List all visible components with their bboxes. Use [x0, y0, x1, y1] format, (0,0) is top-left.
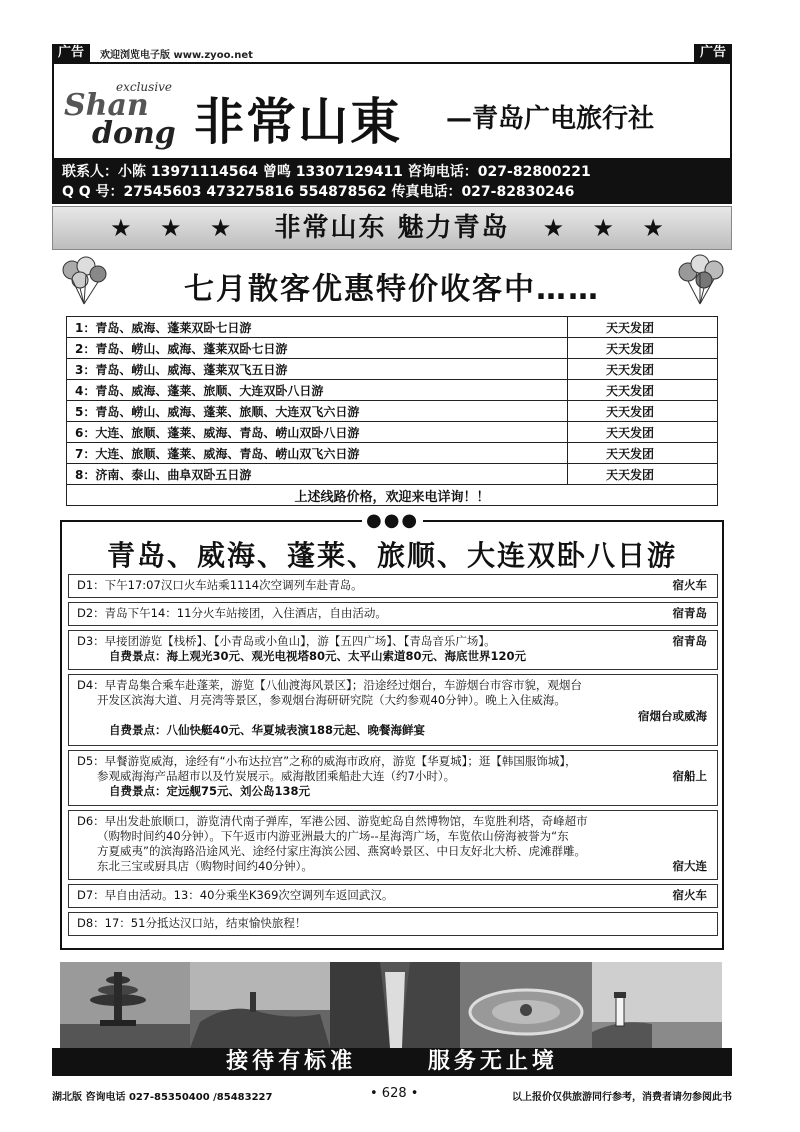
- contact-row-phones: 联系人：小陈 13971114564 曾鸣 13307129411 咨询电话：027-82800221: [62, 164, 591, 180]
- table-row: [67, 401, 718, 422]
- day-label: D7：: [77, 888, 105, 902]
- page-number: • 628 •: [370, 1086, 419, 1101]
- table-row: [67, 359, 718, 380]
- day-optional-sights: 自费景点：海上观光30元、观光电视塔80元、太平山索道80元、海底世界120元: [109, 649, 527, 663]
- tour-title: 青岛、威海、蓬莱、旅顺、大连双卧八日游: [106, 539, 677, 572]
- day-stay: 宿火车: [672, 888, 707, 902]
- table-row: [67, 443, 718, 464]
- itinerary-day-7: [68, 884, 718, 908]
- route-name: 6：大连、旅顺、蓬莱、威海、青岛、崂山双卧八日游: [67, 422, 568, 443]
- promo-title: 七月散客优惠特价收客中……: [184, 272, 600, 307]
- day-optional-sights: 自费景点：八仙快艇40元、华夏城表演188元起、晚餐海鲜宴: [109, 723, 426, 737]
- logo-shan: Shan: [64, 88, 149, 123]
- day-text: 下午17:07汉口火车站乘1114次空调列车赴青岛。: [104, 578, 363, 592]
- route-name: 8：济南、泰山、曲阜双卧五日游: [67, 464, 568, 485]
- day-text: 参观威海海产品超市以及竹炭展示。威海散团乘船赴大连（约7小时）。: [97, 769, 456, 783]
- route-name: 1：青岛、威海、蓬莱双卧七日游: [67, 317, 568, 338]
- table-row: [67, 317, 718, 338]
- star-icons-left: ★ ★ ★: [110, 214, 242, 242]
- agency-name: —青岛广电旅行社: [446, 104, 655, 134]
- ad-tag-right: 广告: [694, 44, 732, 62]
- route-name: 7：大连、旅顺、蓬莱、威海、青岛、崂山双飞六日游: [67, 443, 568, 464]
- bottom-slogan: [52, 1048, 732, 1076]
- footer-disclaimer: 以上报价仅供旅游同行参考，消费者请勿参阅此书: [512, 1092, 732, 1103]
- slogan-right: 服务无止境: [427, 1049, 558, 1074]
- day-text: 早餐游览威海，途经有“小布达拉宫”之称的威海市政府，游览【华夏城】；逛【韩国服饰城】，: [104, 754, 577, 768]
- day-text: 东北三宝或厨具店（购物时间约40分钟）。: [97, 859, 313, 873]
- day-label: D8：: [77, 916, 105, 930]
- ad-tag-left: 广告: [52, 44, 90, 62]
- brand-title: 非常山東: [194, 92, 402, 151]
- slogan-text: 非常山东 魅力青岛: [274, 213, 510, 243]
- photo-strip: [60, 962, 722, 1048]
- table-row: [67, 422, 718, 443]
- tour-itinerary: [60, 510, 724, 950]
- day-label: D4：: [77, 678, 105, 692]
- slogan-left: 接待有标准: [226, 1049, 357, 1074]
- day-stay: 宿烟台或威海: [638, 709, 707, 723]
- day-stay: 宿船上: [672, 769, 707, 783]
- day-optional-sights: 自费景点：定远舰75元、刘公岛138元: [109, 784, 311, 798]
- table-row: [67, 380, 718, 401]
- coast-photo: [190, 962, 330, 1048]
- table-row: [67, 464, 718, 485]
- route-table: [66, 316, 718, 506]
- seaside-park-photo: [460, 962, 592, 1048]
- table-row: [67, 338, 718, 359]
- day-text: （购物时间约40分钟）。下午返市内游亚洲最大的广场--星海湾广场，车览依山傍海被誉为“东: [97, 829, 569, 843]
- slogan-bar: [52, 206, 732, 250]
- route-schedule: 天天发团: [568, 443, 718, 464]
- routes-footer-note: 上述线路价格，欢迎来电详询！！: [67, 485, 718, 506]
- top-bar: [52, 44, 732, 62]
- day-text: 早接团游览【栈桥】、【小青岛或小鱼山】，游【五四广场】、【青岛音乐广场】。: [104, 634, 496, 648]
- route-name: 2：青岛、崂山、威海、蓬莱双卧七日游: [67, 338, 568, 359]
- route-name: 4：青岛、威海、蓬莱、旅顺、大连双卧八日游: [67, 380, 568, 401]
- day-stay: 宿青岛: [672, 606, 707, 620]
- day-stay: 宿火车: [672, 578, 707, 592]
- day-text: 17：51分抵达汉口站，结束愉快旅程！: [104, 916, 307, 930]
- itinerary-day-3: [68, 630, 718, 670]
- day-label: D5：: [77, 754, 105, 768]
- itinerary-day-6: [68, 810, 718, 880]
- logo-dong: dong: [92, 116, 176, 151]
- footer-contact: 湖北版 咨询电话 027-85350400 /85483227: [52, 1092, 273, 1103]
- route-name: 5：青岛、崂山、威海、蓬莱、旅顺、大连双飞六日游: [67, 401, 568, 422]
- star-icons-right: ★ ★ ★: [542, 214, 674, 242]
- contact-bar: [52, 160, 732, 204]
- shandong-logo: [64, 70, 184, 154]
- route-name: 3：青岛、崂山、威海、蓬莱双飞五日游: [67, 359, 568, 380]
- header-banner: [52, 62, 732, 160]
- route-schedule: 天天发团: [568, 317, 718, 338]
- contact-row-qq-fax: Q Q 号：27545603 473275816 554878562 传真电话：027-82830246: [62, 184, 575, 200]
- day-text: 青岛下午14：11分火车站接团，入住酒店，自由活动。: [104, 606, 387, 620]
- table-footer-row: [67, 485, 718, 506]
- balloons-icon: [672, 254, 728, 310]
- itinerary-day-8: [68, 912, 718, 936]
- page-footer: [52, 1086, 732, 1102]
- day-text: 早青岛集合乘车赴蓬莱，游览【八仙渡海风景区】；沿途经过烟台，车游烟台市容市貌，观烟台: [104, 678, 582, 692]
- day-text: 开发区滨海大道、月亮湾等景区，参观烟台海研研究院（大约参观40分钟）。晚上入住威海。: [97, 693, 566, 707]
- route-schedule: 天天发团: [568, 464, 718, 485]
- route-schedule: 天天发团: [568, 380, 718, 401]
- lighthouse-photo: [592, 962, 722, 1048]
- day-text: 早出发赴旅顺口，游览清代南子弹库，军港公园、游览蛇岛自然博物馆，车览胜利塔，奇峰超市: [104, 814, 588, 828]
- day-stay: 宿大连: [672, 859, 707, 873]
- day-label: D3：: [77, 634, 105, 648]
- day-text: 早自由活动。13：40分乘坐K369次空调列车返回武汉。: [104, 888, 394, 902]
- itinerary-day-2: [68, 602, 718, 626]
- day-label: D2：: [77, 606, 105, 620]
- itinerary-day-4: [68, 674, 718, 746]
- day-label: D6：: [77, 814, 105, 828]
- balloons-icon: [56, 254, 112, 310]
- route-schedule: 天天发团: [568, 422, 718, 443]
- waterfall-photo: [330, 962, 460, 1048]
- site-link[interactable]: 欢迎浏览电子版 www.zyoo.net: [100, 50, 253, 61]
- itinerary-day-5: [68, 750, 718, 806]
- route-schedule: 天天发团: [568, 338, 718, 359]
- tower-photo: [60, 962, 190, 1048]
- logo-exclusive: exclusive: [116, 80, 173, 94]
- route-schedule: 天天发团: [568, 359, 718, 380]
- day-stay: 宿青岛: [672, 634, 707, 648]
- promo-header: [52, 250, 732, 316]
- decorative-dots: ●●●: [362, 510, 423, 531]
- route-schedule: 天天发团: [568, 401, 718, 422]
- day-label: D1：: [77, 578, 105, 592]
- itinerary-day-1: [68, 574, 718, 598]
- day-text: 方夏威夷”的滨海路沿途风光、途经付家庄海滨公园、燕窝岭景区、中日友好北大桥、虎滩群雕。: [97, 844, 586, 858]
